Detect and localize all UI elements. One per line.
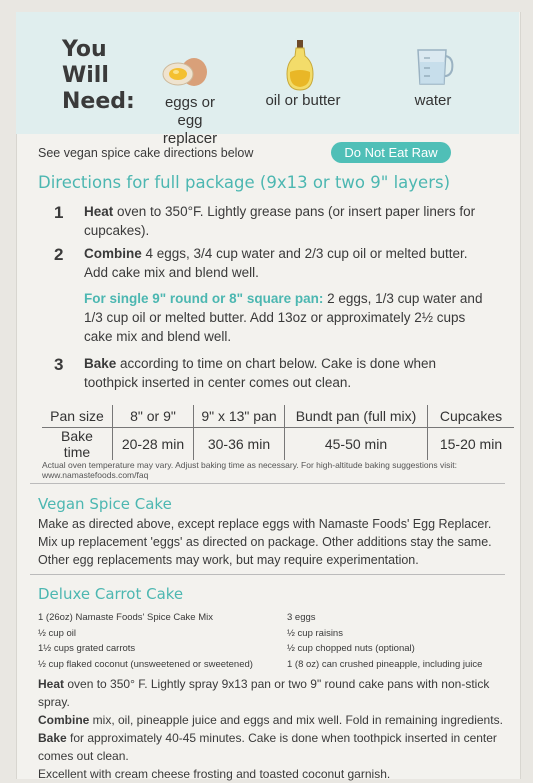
vegan-note: See vegan spice cake directions below — [38, 146, 254, 160]
bake-time-table — [42, 405, 514, 460]
carrot-heat-line — [38, 675, 508, 711]
heading-line: You — [62, 37, 107, 62]
combine-bold: Combine — [38, 713, 90, 727]
combine-text: mix, oil, pineapple juice and eggs and mix well. Fold in remaining ingredients. — [89, 713, 503, 727]
label-line: water — [414, 92, 452, 109]
table-cell: 15-20 min — [428, 428, 515, 461]
step-1-text — [84, 202, 486, 240]
table-cell: 45-50 min — [285, 428, 428, 461]
step-3-text — [84, 354, 486, 392]
table-cell: Bundt pan (full mix) — [285, 405, 428, 428]
step-1-number: 1 — [54, 203, 64, 222]
table-row — [42, 428, 514, 461]
step-1-bold: Heat — [84, 204, 114, 219]
carrot-bake-line — [38, 729, 508, 765]
table-cell: Cupcakes — [428, 405, 515, 428]
ingredient: 1 (8 oz) can crushed pineapple, including juice — [287, 658, 483, 670]
heat-bold: Heat — [38, 677, 65, 691]
ingredient: 1 (26oz) Namaste Foods' Spice Cake Mix — [38, 612, 213, 623]
water-label — [398, 92, 468, 110]
directions-title: Directions for full package (9x13 or two 9" layers) — [38, 173, 451, 192]
step-2-number: 2 — [54, 245, 64, 264]
vegan-title: Vegan Spice Cake — [38, 495, 172, 513]
carrot-garnish-line: Excellent with cream cheese frosting and toasted coconut garnish. — [38, 767, 391, 781]
step-3-bold: Bake — [84, 356, 117, 371]
vegan-text: Make as directed above, except replace eggs with Namaste Foods' Egg Replacer. Mix up replacement 'eggs' as directed on package. Other additions stay the same. Other egg replacements may work, but may require experimentation. — [38, 517, 492, 567]
step-3-number: 3 — [54, 355, 64, 374]
ingredient: ½ cup chopped nuts (optional) — [287, 643, 415, 654]
carrot-ingredients-left — [38, 610, 278, 672]
step-2-text — [84, 244, 486, 282]
table-row — [42, 405, 514, 428]
step-2-bold: Combine — [84, 246, 142, 261]
carrot-title: Deluxe Carrot Cake — [38, 585, 184, 603]
heading-line: Will — [62, 63, 109, 88]
step-2-body: 4 eggs, 3/4 cup water and 2/3 cup oil or melted butter. Add cake mix and blend well. — [84, 246, 468, 280]
table-cell: Bake time — [42, 428, 113, 461]
bake-text: for approximately 40-45 minutes. Cake is done when toothpick inserted in center comes out clean. — [38, 731, 497, 763]
oven-fine-print: Actual oven temperature may vary. Adjust baking time as necessary. For high-altitude baking suggestions visit: www.namastefoods.com/faq — [42, 460, 457, 480]
table-cell: 20-28 min — [113, 428, 194, 461]
oil-label — [258, 92, 348, 110]
divider — [30, 483, 505, 484]
oil-bottle-icon — [285, 38, 315, 92]
divider — [30, 574, 505, 575]
single-pan-body: 2 eggs, 1/3 cup water and 1/3 cup oil or melted butter. Add 13oz or approximately 2½ cups cake mix and blend well. — [84, 291, 483, 344]
table-cell: 8" or 9" — [113, 405, 194, 428]
do-not-eat-raw-badge: Do Not Eat Raw — [331, 142, 451, 163]
bake-bold: Bake — [38, 731, 67, 745]
step-1-body: oven to 350°F. Lightly grease pans (or insert paper liners for cupcakes). — [84, 204, 476, 238]
carrot-combine-line — [38, 711, 508, 729]
heat-text: oven to 350° F. Lightly spray 9x13 pan or two 9" round cake pans with non-stick spray. — [38, 677, 490, 709]
table-cell: Pan size — [42, 405, 113, 428]
measuring-cup-icon — [412, 44, 456, 88]
step-3-body: according to time on chart below. Cake is done when toothpick inserted in center comes out clean. — [84, 356, 436, 390]
ingredient: 3 eggs — [287, 612, 316, 623]
carrot-ingredients-right — [287, 610, 507, 672]
single-pan-text — [84, 289, 486, 346]
carrot-instructions — [38, 675, 508, 783]
ingredient: 1½ cups grated carrots — [38, 643, 136, 654]
eggs-icon — [160, 52, 210, 88]
label-line: eggs or — [164, 94, 216, 111]
table-cell: 30-36 min — [194, 428, 285, 461]
ingredient: ½ cup oil — [38, 627, 77, 639]
you-will-need-heading — [62, 37, 135, 115]
ingredient: ½ cup flaked coconut (unsweetened or sweetened) — [38, 658, 253, 670]
eggs-label — [150, 94, 230, 148]
table-cell: 9" x 13" pan — [194, 405, 285, 428]
single-pan-label: For single 9" round or 8" square pan: — [84, 291, 324, 306]
label-line: egg replacer — [162, 112, 218, 147]
label-line: oil or butter — [265, 92, 341, 109]
ingredient: ½ cup raisins — [287, 627, 343, 639]
heading-line: Need: — [62, 89, 135, 114]
